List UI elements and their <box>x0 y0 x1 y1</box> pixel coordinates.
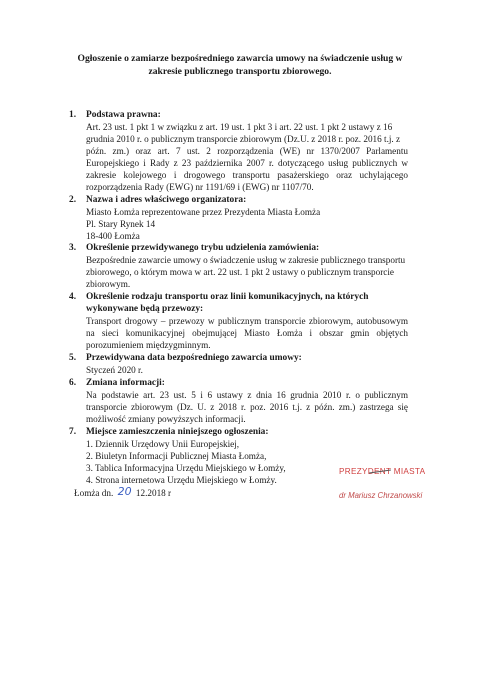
signature-stamp-title: PREZYDENT MIASTA <box>339 467 426 476</box>
section-5-line: Styczeń 2020 r. <box>86 365 143 375</box>
section-2-line: 18-400 Łomża <box>86 231 140 241</box>
section-1-number: 1. <box>69 110 77 120</box>
title-line-1: Ogłoszenie o zamiarze bezpośredniego zawarcia umowy na świadczenie usług w <box>77 53 403 64</box>
title-line-2: zakresie publicznego transportu zbiorowego. <box>148 65 332 77</box>
section-3-line: zbiorowego, o którym mowa w art. 22 ust. 1 pkt 2 ustawy o publicznym transporcie <box>86 267 394 277</box>
section-6-line: transporcie zbiorowym (Dz. U. z 2018 r. poz. 2016 t.j. z późn. zm.) zastrzega się <box>86 402 408 412</box>
publication-list-item: 4. Strona internetowa Urzędu Miejskiego w Łomży. <box>86 475 277 485</box>
section-2-number: 2. <box>69 195 77 205</box>
section-7-number: 7. <box>69 427 77 437</box>
section-1-line: rozporządzenia Rady (EWG) nr 1191/69 i (EWG) nr 1107/70. <box>86 182 314 192</box>
section-1-line: późn. zm.) oraz art. 7 ust. 2 rozporządzenia (WE) nr 1370/2007 Parlamentu <box>86 146 408 156</box>
section-3-line: zbiorowym. <box>86 279 131 289</box>
section-4-number: 4. <box>69 292 77 302</box>
date-prefix: Łomża dn. <box>74 488 114 498</box>
section-1-line: zakresie kolejowego i drogowego transportu pasażerskiego oraz uchylającego <box>86 170 408 180</box>
section-4-heading-cont: wykonywane będą przewozy: <box>86 304 204 314</box>
section-1-line: Art. 23 ust. 1 pkt 1 w związku z art. 19 ust. 1 pkt 3 i art. 22 ust. 1 pkt 2 ustawy z 16 <box>86 122 393 132</box>
date-line <box>74 487 171 499</box>
section-5-number: 5. <box>69 353 77 363</box>
date-rest: 12.2018 r <box>135 488 172 498</box>
section-2-line: Miasto Łomża reprezentowane przez Prezydenta Miasta Łomża <box>86 207 321 217</box>
section-1-line: grudnia 2010 r. o publicznym transporcie zbiorowym (Dz.U. z 2018 r. poz. 2016 t.j. z <box>86 134 401 144</box>
section-1-heading: Podstawa prawna: <box>86 110 161 120</box>
document-title <box>60 53 420 78</box>
section-3-number: 3. <box>69 243 77 253</box>
section-4-line: na sieci komunikacyjnej obejmującej Miasto Łomża i obszar gmin objętych <box>86 328 408 338</box>
section-3-line: Bezpośrednie zawarcie umowy o świadczenie usług w zakresie publicznego transportu <box>86 255 406 265</box>
publication-list-item: 1. Dziennik Urzędowy Unii Europejskiej, <box>86 439 240 449</box>
section-4-heading: Określenie rodzaju transportu oraz linii komunikacyjnych, na których <box>86 292 369 302</box>
section-6-heading: Zmiana informacji: <box>86 378 165 388</box>
signature-stamp-name: dr Mariusz Chrzanowski <box>339 491 423 500</box>
publication-list-item: 3. Tablica Informacyjna Urzędu Miejskiego w Łomży, <box>86 463 286 473</box>
section-1-line: Europejskiego i Rady z 23 października 2007 r. dotyczącego usług publicznych w <box>86 158 408 168</box>
section-5-heading: Przewidywana data bezpośredniego zawarcia umowy: <box>86 353 302 363</box>
section-6-number: 6. <box>69 378 77 388</box>
publication-list-item: 2. Biuletyn Informacji Publicznej Miasta Łomża, <box>86 451 267 461</box>
section-3-heading: Określenie przewidywanego trybu udzielenia zamówienia: <box>86 243 320 253</box>
date-day-handwritten: 20 <box>117 485 132 498</box>
section-7-heading: Miejsce zamieszczenia niniejszego ogłoszenia: <box>86 427 269 437</box>
section-4-line: porozumieniem międzygminnym. <box>86 340 211 350</box>
section-6-line: Na podstawie art. 23 ust. 5 i 6 ustawy z dnia 16 grudnia 2010 r. o publicznym <box>86 390 408 400</box>
section-2-line: Pl. Stary Rynek 14 <box>86 219 156 229</box>
section-6-line: możliwość zmiany powyższych informacji. <box>86 414 246 424</box>
section-2-heading: Nazwa i adres właściwego organizatora: <box>86 195 247 205</box>
section-4-line: Transport drogowy – przewozy w publicznym transporcie zbiorowym, autobusowym <box>86 316 408 326</box>
